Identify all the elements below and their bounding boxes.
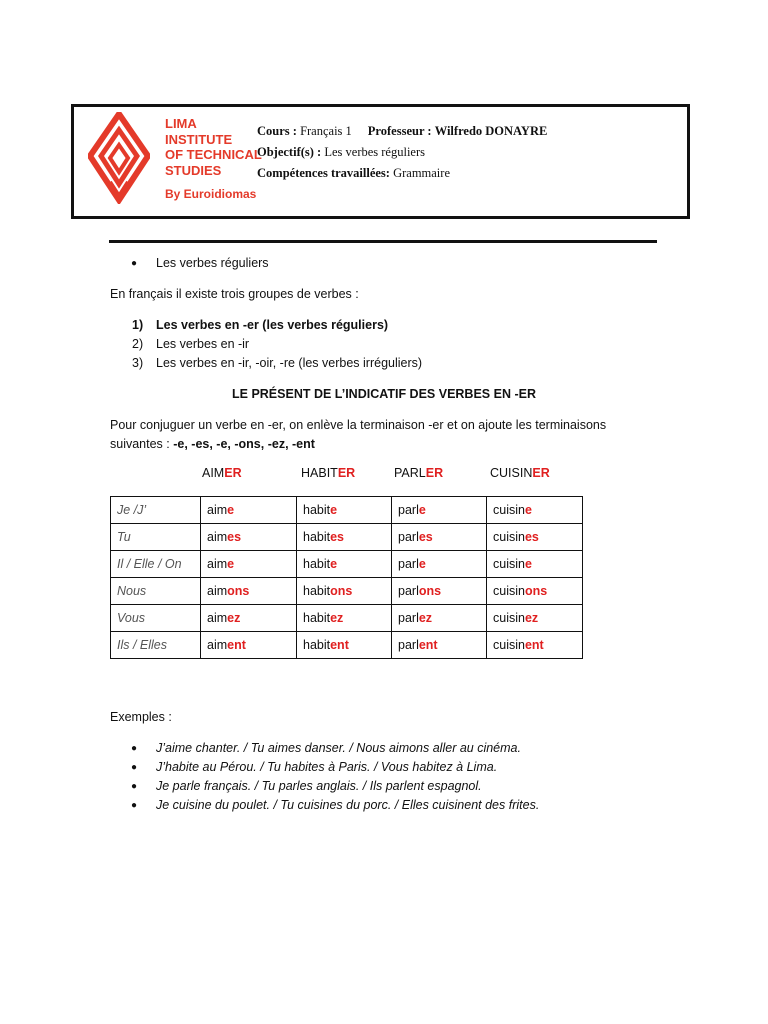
bullet-icon: ●	[131, 800, 138, 811]
stem: PARL	[394, 466, 426, 480]
logo-line: INSTITUTE	[165, 131, 233, 147]
bullet-icon: ●	[131, 781, 138, 792]
column-header-parler	[394, 466, 443, 480]
table-row	[111, 524, 583, 551]
group-number: 3)	[132, 356, 144, 370]
divider	[109, 240, 657, 243]
pronoun-cell: Ils / Elles	[111, 632, 201, 659]
stem: HABIT	[301, 466, 338, 480]
pronoun-cell: Il / Elle / On	[111, 551, 201, 578]
table-cell: habitons	[297, 578, 392, 605]
column-header-habiter	[301, 466, 355, 480]
table-cell: aimons	[201, 578, 297, 605]
competences-label: Compétences travaillées:	[257, 166, 390, 180]
table-cell: cuisinez	[487, 605, 583, 632]
group-item: Les verbes en -ir	[156, 337, 250, 351]
explanation-line-1: Pour conjuguer un verbe en -er, on enlève la terminaison -er et on ajoute les terminaisons	[110, 418, 607, 432]
table-cell: parles	[392, 524, 487, 551]
ending: ER	[337, 466, 356, 480]
table-cell: habitez	[297, 605, 392, 632]
table-cell: habite	[297, 497, 392, 524]
table-row	[111, 578, 583, 605]
institute-logo-icon	[88, 112, 150, 204]
table-cell: parlent	[392, 632, 487, 659]
table-row	[111, 497, 583, 524]
pronoun-cell: Je /J’	[111, 497, 201, 524]
section-title: LE PRÉSENT DE L’INDICATIF DES VERBES EN -ER	[232, 387, 536, 401]
column-header-aimer	[202, 466, 242, 480]
examples-label: Exemples :	[110, 710, 172, 724]
table-row	[111, 632, 583, 659]
table-cell: aime	[201, 551, 297, 578]
pronoun-cell: Vous	[111, 605, 201, 632]
bullet-icon: ●	[131, 762, 138, 773]
cours-value: Français 1	[300, 124, 352, 138]
logo-line: LIMA	[165, 116, 197, 131]
objectif-line	[257, 142, 547, 163]
table-cell: habitent	[297, 632, 392, 659]
conjugation-table	[110, 496, 583, 659]
topic-bullet: Les verbes réguliers	[156, 256, 269, 270]
course-line	[257, 121, 547, 142]
table-cell: cuisine	[487, 497, 583, 524]
example-item: J’aime chanter. / Tu aimes danser. / Nous aimons aller au cinéma.	[156, 741, 521, 755]
logo-line: STUDIES	[165, 162, 222, 178]
prof-label: Professeur :	[367, 124, 432, 138]
table-cell: parlons	[392, 578, 487, 605]
prof-value: Wilfredo DONAYRE	[434, 124, 548, 138]
ending: ER	[532, 466, 550, 480]
table-cell: aimez	[201, 605, 297, 632]
table-cell: cuisines	[487, 524, 583, 551]
stem: CUISIN	[490, 466, 533, 480]
explanation-prefix: suivantes :	[110, 437, 174, 451]
bullet-icon: ●	[131, 258, 138, 269]
pronoun-cell: Tu	[111, 524, 201, 551]
table-cell: habite	[297, 551, 392, 578]
table-row	[111, 605, 583, 632]
table-cell: aiment	[201, 632, 297, 659]
institute-name	[165, 116, 262, 203]
pronoun-cell: Nous	[111, 578, 201, 605]
competences-value: Grammaire	[393, 166, 450, 180]
table-cell: parlez	[392, 605, 487, 632]
group-item: Les verbes en -ir, -oir, -re (les verbes irréguliers)	[156, 356, 423, 370]
table-cell: cuisinons	[487, 578, 583, 605]
competences-line	[257, 163, 547, 184]
example-item: Je cuisine du poulet. / Tu cuisines du porc. / Elles cuisinent des frites.	[156, 798, 540, 812]
logo-subtitle: By Euroidiomas	[165, 187, 257, 201]
intro-text: En français il existe trois groupes de verbes :	[110, 287, 359, 301]
group-item: Les verbes en -er (les verbes réguliers)	[156, 318, 389, 332]
table-cell: aimes	[201, 524, 297, 551]
explanation-line-2	[110, 435, 315, 454]
table-cell: habites	[297, 524, 392, 551]
endings-list: -e, -es, -e, -ons, -ez, -ent	[173, 437, 315, 451]
stem: AIM	[202, 466, 225, 480]
example-item: J’habite au Pérou. / Tu habites à Paris. / Vous habitez à Lima.	[156, 760, 498, 774]
table-cell: cuisinent	[487, 632, 583, 659]
objectif-value: Les verbes réguliers	[324, 145, 425, 159]
cours-label: Cours :	[257, 124, 297, 138]
table-cell: parle	[392, 497, 487, 524]
group-number: 2)	[132, 337, 144, 351]
ending: ER	[425, 466, 444, 480]
table-cell: parle	[392, 551, 487, 578]
column-header-cuisiner	[490, 466, 550, 480]
table-cell: aime	[201, 497, 297, 524]
bullet-icon: ●	[131, 743, 138, 754]
logo-line: OF TECHNICAL	[165, 147, 262, 162]
group-number: 1)	[132, 318, 144, 332]
ending: ER	[224, 466, 242, 480]
course-info	[257, 121, 547, 184]
table-cell: cuisine	[487, 551, 583, 578]
example-item: Je parle français. / Tu parles anglais. / Ils parlent espagnol.	[156, 779, 482, 793]
objectif-label: Objectif(s) :	[257, 145, 322, 159]
table-row	[111, 551, 583, 578]
